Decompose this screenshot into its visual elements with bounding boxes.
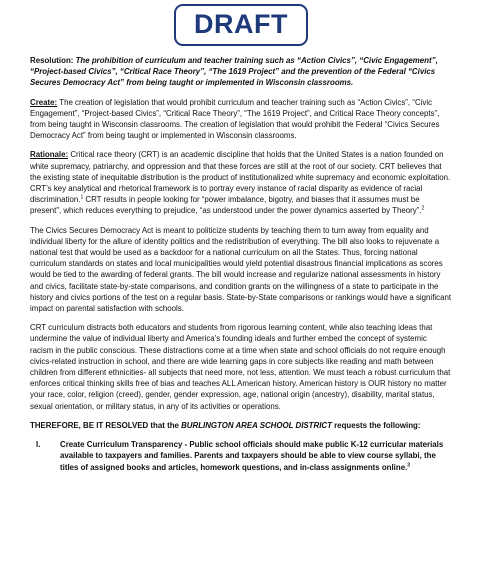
csda-paragraph: The Civics Secures Democracy Act is meant to politicize students by teaching them to turn away from equality and individual liberty for the allure of identity politics and the redistribution of everything. The bill also looks to rejuvenate a national test that would be used as a backdoor for a national curriculum on all the States. Thus, forcing national curriculum standards on states and local municipalities would yield potential disastrous financial implications as scores would be tied to the awarding of federal grants. The bill would increase and regularize national assessments in history and civics, facilitate state-by-state comparisons, and condition grants on the willingness of a state to participate in the history and civics portions of the test on a regular basis. State-by-State comparisons or rankings would have a significant impact on parental satisfaction with schools. <box>30 225 452 314</box>
footnote-3: 3 <box>407 461 411 468</box>
footnote-1: 1 <box>80 194 84 201</box>
therefore-prefix: THEREFORE, BE IT RESOLVED that the <box>30 420 182 430</box>
district-name: BURLINGTON AREA SCHOOL DISTRICT <box>181 420 332 430</box>
footnote-2: 2 <box>421 205 425 212</box>
list-item-number: I. <box>36 440 41 450</box>
list-item <box>30 439 452 473</box>
resolution-label: Resolution: <box>30 56 74 65</box>
create-paragraph <box>30 97 452 142</box>
list-item-body: Create Curriculum Transparency - Public school officials should make public K-12 curricular materials available to taxpayers and families. Parents and taxpayers should be able to view course syllabi, the titles of assigned books and articles, homework questions, and in-class assignments online. <box>60 440 444 472</box>
rationale-heading: Rationale: <box>30 150 69 160</box>
therefore-paragraph <box>30 420 452 431</box>
draft-label: DRAFT <box>194 9 288 39</box>
crt-paragraph: CRT curriculum distracts both educators and students from rigorous learning content, while also teaching ideas that undermine the value of individual liberty and America’s founding ideals and further embed the concept of systemic racism in the public conscious. These distractions come at a time when state and school officials do not require enough civics-related instruction in school, and there are wide learning gaps in core subjects like reading and math between children from different ethnicities- all subjects that need more, not less, attention. We must teach a robust curriculum that enforces critical thinking skills free of bias and teaches ALL American history. American history is OUR history no matter your race, color, religion (creed), gender, gender expression, age, national origin (ancestry), disability, marital status, sexual orientation, or military status, in any of its activities or operations. <box>30 323 451 411</box>
rationale-text-b: CRT results in people looking for “power imbalance, bigotry, and biases that it assumes must be present”, which reduces everything to prejudice, “as understood under the power dynamics asserted by Theory”. <box>30 195 422 216</box>
resolution-paragraph <box>30 55 452 89</box>
draft-header <box>30 0 452 46</box>
rationale-paragraph <box>30 149 452 216</box>
resolution-text: The prohibition of curriculum and teacher training such as “Action Civics”, “Civic Engagement”, “Project-based Civics”, “Critical Race Theory”, “The 1619 Project” and the prevention of the Federal “Civics Secures Democracy Act” from being taught or implemented in Wisconsin classrooms. <box>30 56 438 88</box>
therefore-suffix: requests the following: <box>331 420 421 430</box>
draft-badge <box>174 4 308 46</box>
list-item-text <box>60 439 452 473</box>
create-text: The creation of legislation that would prohibit curriculum and teacher training such as “Action Civics”, “Civic Engagement”, “Project-based Civics”, “Critical Race Theory”, “The 1619 Project”, and Critical Race Theory concepts”, from being taught in Wisconsin classrooms. The creation of legislation that would prohibit the Federal “Civics Secures Democracy Act” from being taught or implemented in Wisconsin classrooms. <box>30 97 440 141</box>
rationale-text-a: Critical race theory (CRT) is an academic discipline that holds that the United States is a nation founded on white supremacy, patriarchy, and oppression and that these forces are still at the root of our society. CRT believes that the existing state of inequitable distribution is the product of institutionalized white supremacy and economic exploitation. CRT’s key analytical and rhetorical framework is to portray every instance of racial disparity as evidence of racial discrimination. <box>30 150 451 205</box>
create-heading: Create: <box>30 97 58 107</box>
